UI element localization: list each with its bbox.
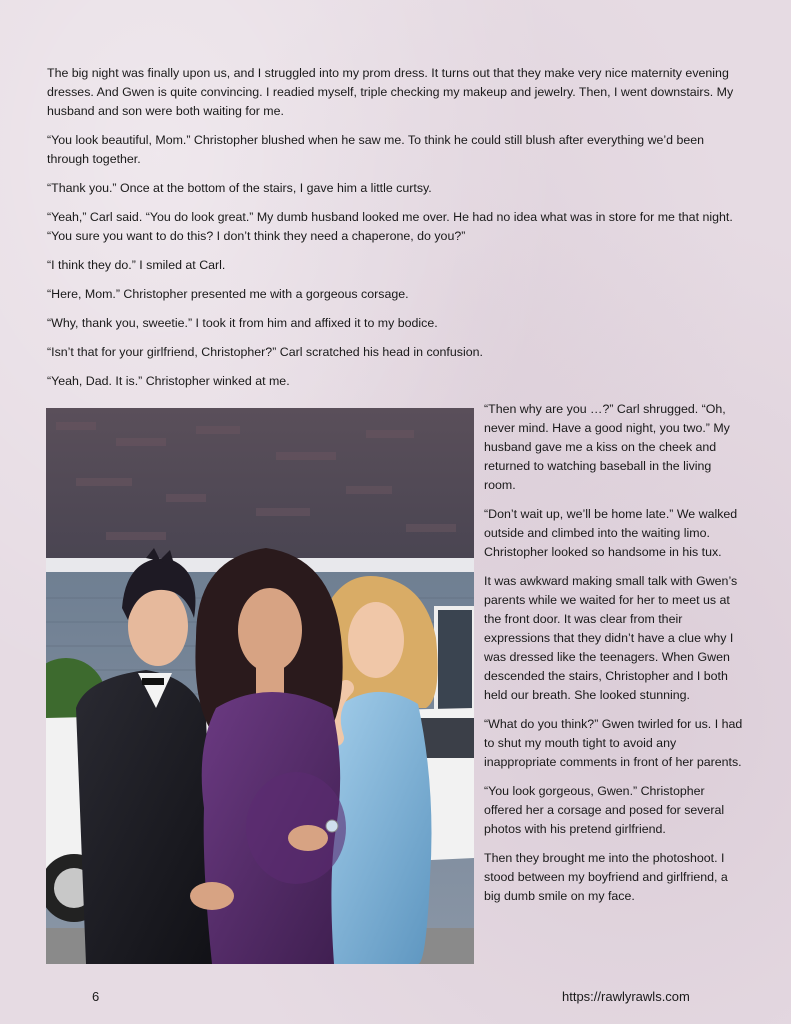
- paragraph: Then they brought me into the photoshoot. I stood between my boyfriend and girlfriend, a big dumb smile on my face.: [484, 851, 728, 903]
- footer-url-link[interactable]: https://rawlyrawls.com: [562, 989, 690, 1004]
- paragraph: It was awkward making small talk with Gwen’s parents while we waited for her to meet us at the front door. It was clear from their expressions that they didn’t have a clue why I was dressed like the teenagers. When Gwen descended the stairs, Christopher and I both held our breath. She looked stunning.: [484, 574, 738, 702]
- paragraph: “Why, thank you, sweetie.” I took it from him and affixed it to my bodice.: [47, 316, 438, 330]
- paragraph: “What do you think?” Gwen twirled for us. I had to shut my mouth tight to avoid any inappropriate comments in front of her parents.: [484, 717, 743, 769]
- paragraph: “Then why are you …?” Carl shrugged. “Oh, never mind. Have a good night, you two.” My husband gave me a kiss on the cheek and returned to watching baseball in the living room.: [484, 402, 730, 492]
- paragraph: The big night was finally upon us, and I struggled into my prom dress. It turns out that they make very nice maternity evening dresses. And Gwen is quite convincing. I readied myself, triple checking my makeup and jewelry. Then, I went downstairs. My husband and son were both waiting for me.: [47, 66, 734, 118]
- paragraph: “Here, Mom.” Christopher presented me with a gorgeous corsage.: [47, 287, 409, 301]
- paragraph: “Yeah, Dad. It is.” Christopher winked at me.: [47, 374, 290, 388]
- paragraph: “I think they do.” I smiled at Carl.: [47, 258, 226, 272]
- paragraph: “Isn’t that for your girlfriend, Christopher?” Carl scratched his head in confusion.: [47, 345, 483, 359]
- right-text-column: [484, 400, 746, 916]
- paragraph: “Thank you.” Once at the bottom of the stairs, I gave him a little curtsy.: [47, 181, 432, 195]
- paragraph: “You look gorgeous, Gwen.” Christopher offered her a corsage and posed for several photos with his pretend girlfriend.: [484, 784, 725, 836]
- illustration-photo: [46, 408, 474, 964]
- paragraph: “You look beautiful, Mom.” Christopher blushed when he saw me. To think he could still blush after everything we’d been through together.: [47, 133, 705, 166]
- top-text-block: [47, 64, 747, 401]
- paragraph: “Yeah,” Carl said. “You do look great.” My dumb husband looked me over. He had no idea what was in store for me that night. “You sure you want to do this? I don’t think they need a chaperone, do you?”: [47, 210, 733, 243]
- paragraph: “Don’t wait up, we’ll be home late.” We walked outside and climbed into the waiting limo. Christopher looked so handsome in his tux.: [484, 507, 738, 559]
- page-number: 6: [92, 989, 100, 1004]
